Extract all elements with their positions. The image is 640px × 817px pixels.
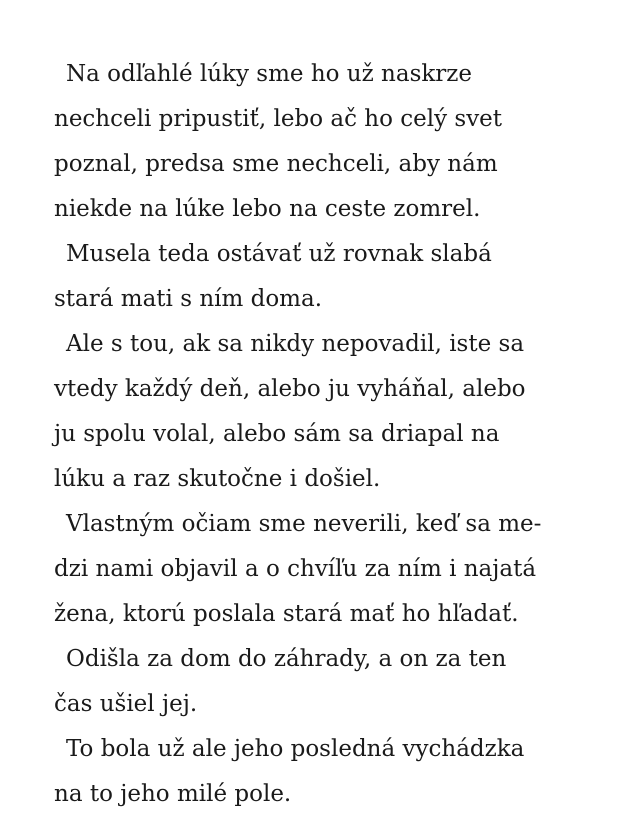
paragraph-4-line-1: Vlastným očiam sme neverili, keď sa me-	[66, 511, 542, 537]
paragraph-3-line-2: vtedy každý deň, alebo ju vyháňal, alebo	[54, 376, 526, 402]
paragraph-1-line-1: Na odľahlé lúky sme ho už naskrze	[66, 61, 473, 87]
paragraph-6-line-1: To bola už ale jeho posledná vychádzka	[66, 736, 525, 762]
paragraph-1-line-4: niekde na lúke lebo na ceste zomrel.	[54, 196, 481, 222]
paragraph-3-line-1: Ale s tou, ak sa nikdy nepovadil, iste sa	[66, 331, 525, 357]
paragraph-2-line-2: stará mati s ním doma.	[54, 286, 323, 312]
paragraph-2-line-1: Musela teda ostávať už rovnak slabá	[66, 241, 492, 267]
paragraph-3-line-4: lúku a raz skutočne i došiel.	[54, 466, 381, 492]
paragraph-5-line-2: čas ušiel jej.	[54, 691, 198, 717]
paragraph-1-line-2: nechceli pripustiť, lebo ač ho celý svet	[54, 106, 503, 132]
paragraph-6-line-2: na to jeho milé pole.	[54, 781, 292, 807]
paragraph-4-line-2: dzi nami objavil a o chvíľu za ním i najatá	[54, 556, 537, 582]
body-text	[54, 52, 594, 817]
paragraph-5-line-1: Odišla za dom do záhrady, a on za ten	[66, 646, 507, 672]
paragraph-3-line-3: ju spolu volal, alebo sám sa driapal na	[54, 421, 500, 447]
paragraph-1-line-3: poznal, predsa sme nechceli, aby nám	[54, 151, 498, 177]
paragraph-4-line-3: žena, ktorú poslala stará mať ho hľadať.	[54, 601, 519, 627]
